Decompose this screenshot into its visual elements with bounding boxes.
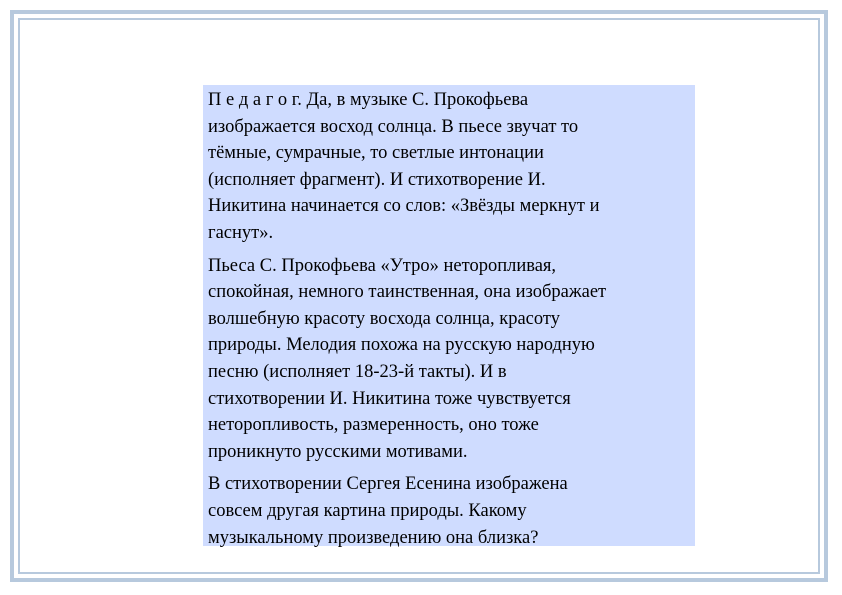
text-line: тёмные, сумрачные, то светлые интонации <box>208 143 544 164</box>
text-line: проникнуто русскими мотивами. <box>208 441 468 462</box>
text-line: природы. Мелодия похожа на русскую народную <box>208 335 595 356</box>
text-line: волшебную красоту восхода солнца, красоту <box>208 308 560 329</box>
text-box <box>203 85 695 546</box>
text-line: Никитина начинается со слов: «Звёзды меркнут и <box>208 196 600 217</box>
text-line: (исполняет фрагмент). И стихотворение И. <box>208 169 546 190</box>
text-line: В стихотворении Сергея Есенина изображена <box>208 474 568 495</box>
text-line: стихотворении И. Никитина тоже чувствуется <box>208 388 571 409</box>
text-line: песню (исполняет 18-23-й такты). И в <box>208 361 507 382</box>
text-line: музыкальному произведению она близка? <box>208 527 539 548</box>
text-line: спокойная, немного таинственная, она изображает <box>208 282 607 303</box>
text-line: Пьеса С. Прокофьева «Утро» неторопливая, <box>208 255 557 276</box>
text-line: П е д а г о г. Да, в музыке С. Прокофьева <box>208 90 529 110</box>
text-line: неторопливость, размеренность, оно тоже <box>208 415 539 436</box>
paragraph-yesenin-question <box>208 471 691 551</box>
paragraph-prokofiev-morning <box>208 253 691 466</box>
text-line: совсем другая картина природы. Какому <box>208 500 527 521</box>
paragraph-teacher-intro <box>208 87 691 247</box>
text-line: гаснут». <box>208 222 274 243</box>
text-line: изображается восход солнца. В пьесе звучат то <box>208 116 579 137</box>
